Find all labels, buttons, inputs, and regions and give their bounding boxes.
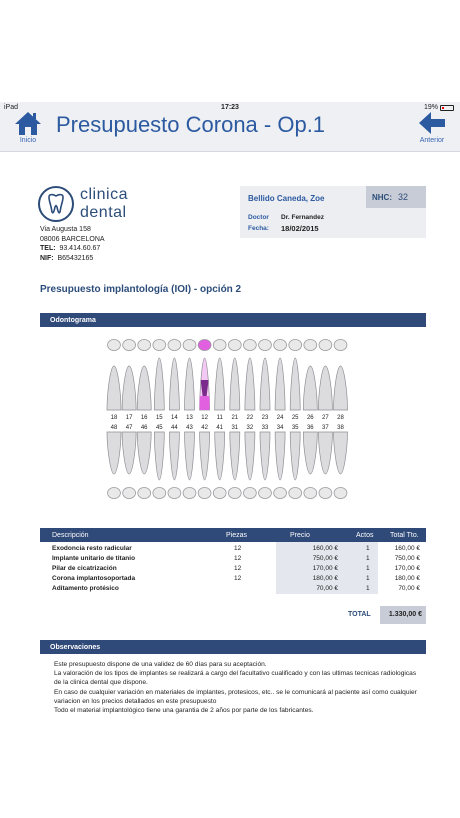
row-description: Aditamento protésico xyxy=(52,585,119,592)
lower-tooth-number: 34 xyxy=(276,425,284,431)
upper-tooth-number: 27 xyxy=(322,415,329,421)
observation-line: En caso de cualquier variación en materiales de implantes, protesicos, etc.. se le comunicará al paciente así como cualquier variacion en los precios detallados en este presupuesto xyxy=(54,688,417,705)
lower-tooth[interactable] xyxy=(290,432,300,480)
lower-tooth[interactable] xyxy=(230,432,240,480)
upper-tooth[interactable] xyxy=(137,366,151,410)
upper-tooth[interactable] xyxy=(185,358,195,410)
lower-occlusal-tooth[interactable] xyxy=(153,488,166,499)
table-row xyxy=(40,584,426,594)
upper-tooth-number: 17 xyxy=(125,415,133,421)
date-label: Fecha: xyxy=(248,225,269,232)
upper-tooth-number: 13 xyxy=(186,415,193,421)
row-price: 180,00 € xyxy=(312,575,338,582)
row-price: 170,00 € xyxy=(312,565,338,572)
upper-tooth[interactable] xyxy=(215,358,225,410)
lower-tooth-number: 47 xyxy=(125,425,133,431)
lower-tooth-number: 41 xyxy=(216,425,224,431)
lower-tooth[interactable] xyxy=(245,432,255,480)
upper-tooth[interactable] xyxy=(275,358,285,410)
lower-tooth[interactable] xyxy=(318,432,332,474)
upper-tooth[interactable] xyxy=(260,358,270,410)
upper-occlusal-tooth[interactable] xyxy=(289,340,302,351)
observations-header: Observaciones xyxy=(40,640,426,654)
upper-tooth-number: 21 xyxy=(231,415,239,421)
row-pieces: 12 xyxy=(234,545,242,552)
lower-occlusal-tooth[interactable] xyxy=(274,488,287,499)
observations-text xyxy=(54,660,424,715)
page-title: Presupuesto Corona - Op.1 xyxy=(56,112,326,137)
tooth-logo-icon xyxy=(38,186,74,222)
address-line1: Via Augusta 158 xyxy=(40,226,91,233)
upper-occlusal-tooth[interactable] xyxy=(168,340,181,351)
lower-tooth[interactable] xyxy=(122,432,136,474)
upper-occlusal-tooth[interactable] xyxy=(123,340,136,351)
lower-tooth[interactable] xyxy=(275,432,285,480)
upper-tooth[interactable] xyxy=(154,358,164,410)
lower-tooth-number: 38 xyxy=(337,425,344,431)
upper-tooth-number: 23 xyxy=(261,415,269,421)
upper-occlusal-tooth[interactable] xyxy=(319,340,332,351)
row-price: 750,00 € xyxy=(312,555,338,562)
carrier-label: iPad xyxy=(4,104,19,111)
navigation-bar xyxy=(0,102,460,152)
doctor-label: Doctor xyxy=(248,214,269,221)
upper-tooth-number: 11 xyxy=(216,415,223,421)
nhc-label: NHC: xyxy=(372,193,392,202)
lower-occlusal-tooth[interactable] xyxy=(319,488,332,499)
lower-occlusal-tooth[interactable] xyxy=(138,488,151,499)
col-acts: Actos xyxy=(356,532,374,539)
lower-tooth[interactable] xyxy=(215,432,225,480)
table-row xyxy=(40,564,426,574)
upper-tooth[interactable] xyxy=(169,358,179,410)
lower-tooth[interactable] xyxy=(185,432,195,480)
lower-tooth-number: 45 xyxy=(155,425,163,431)
arrow-left-icon xyxy=(417,110,447,136)
upper-tooth[interactable] xyxy=(245,358,255,410)
home-button[interactable] xyxy=(10,110,46,150)
col-price: Precio xyxy=(290,532,310,539)
upper-tooth[interactable] xyxy=(303,366,317,410)
observation-line: Todo el material implantológico tiene una garantia de 2 años por parte de los fabricantes. xyxy=(54,707,314,715)
back-label: Anterior xyxy=(419,137,445,144)
lower-tooth-number: 44 xyxy=(171,425,178,431)
lower-occlusal-tooth[interactable] xyxy=(213,488,226,499)
lower-tooth[interactable] xyxy=(137,432,151,474)
upper-tooth[interactable] xyxy=(318,366,332,410)
lower-tooth[interactable] xyxy=(154,432,164,480)
lower-tooth-number: 35 xyxy=(291,425,299,431)
odontogram-header: Odontograma xyxy=(40,313,426,327)
battery-percent: 19% xyxy=(423,104,438,111)
teeth-group xyxy=(107,340,348,499)
lower-occlusal-tooth[interactable] xyxy=(289,488,302,499)
lower-tooth[interactable] xyxy=(260,432,270,480)
tel-label: TEL: xyxy=(40,245,56,252)
row-acts: 1 xyxy=(366,585,370,592)
home-icon xyxy=(13,110,43,136)
budget-table-header xyxy=(40,528,426,542)
total-label: TOTAL xyxy=(348,611,371,618)
row-total: 180,00 € xyxy=(394,575,420,582)
lower-occlusal-tooth[interactable] xyxy=(108,488,121,499)
row-price: 70,00 € xyxy=(316,585,338,592)
date-value: 18/02/2015 xyxy=(281,224,319,233)
tel-value: 93.414.60.67 xyxy=(59,245,101,252)
upper-tooth-number: 18 xyxy=(110,415,118,421)
upper-occlusal-tooth[interactable] xyxy=(198,340,211,351)
lower-tooth[interactable] xyxy=(200,432,210,480)
upper-tooth[interactable] xyxy=(290,358,300,410)
row-pieces: 12 xyxy=(234,575,242,582)
back-button[interactable] xyxy=(414,110,450,150)
upper-occlusal-tooth[interactable] xyxy=(274,340,287,351)
nif-label: NIF: xyxy=(40,254,54,262)
col-total: Total Tto. xyxy=(390,532,419,539)
row-acts: 1 xyxy=(366,565,370,572)
lower-occlusal-tooth[interactable] xyxy=(183,488,196,499)
row-pieces: 12 xyxy=(234,565,242,572)
lower-occlusal-tooth[interactable] xyxy=(123,488,136,499)
lower-tooth[interactable] xyxy=(107,432,121,474)
patient-info-panel xyxy=(240,186,426,238)
table-row xyxy=(40,574,426,584)
row-pieces: 12 xyxy=(234,555,242,562)
upper-tooth-number: 25 xyxy=(291,415,299,421)
lower-tooth-number: 42 xyxy=(201,425,208,431)
lower-tooth-number: 33 xyxy=(261,425,269,431)
upper-tooth[interactable] xyxy=(122,366,136,410)
lower-occlusal-tooth[interactable] xyxy=(168,488,181,499)
total-value: 1.330,00 € xyxy=(380,606,426,624)
upper-occlusal-tooth[interactable] xyxy=(259,340,272,351)
address-line2: 08006 BARCELONA xyxy=(40,235,105,243)
upper-tooth-number: 12 xyxy=(201,415,208,421)
home-label: Inicio xyxy=(19,137,37,144)
odontogram-chart[interactable] xyxy=(40,332,426,508)
upper-occlusal-tooth[interactable] xyxy=(334,340,347,351)
col-pieces: Piezas xyxy=(226,532,248,539)
lower-tooth-number: 37 xyxy=(322,425,329,431)
upper-tooth-number: 28 xyxy=(337,415,344,421)
lower-tooth[interactable] xyxy=(334,432,348,474)
observation-line: Este presupuesto dispone de una validez de 60 días para su aceptación. xyxy=(54,661,267,668)
budget-section-title: Presupuesto implantología (IOI) - opción 2 xyxy=(40,284,242,295)
nhc-value: 32 xyxy=(398,192,409,202)
upper-tooth-number: 16 xyxy=(140,415,148,421)
clinic-logo xyxy=(38,186,158,224)
doctor-value: Dr. Fernandez xyxy=(281,214,324,221)
clinic-address xyxy=(40,225,105,263)
lower-tooth-number: 48 xyxy=(110,425,118,431)
lower-occlusal-tooth[interactable] xyxy=(304,488,317,499)
upper-occlusal-tooth[interactable] xyxy=(183,340,196,351)
nif-value: B65432165 xyxy=(57,254,94,262)
upper-tooth-number: 22 xyxy=(246,415,254,421)
upper-occlusal-tooth[interactable] xyxy=(304,340,317,351)
lower-tooth-number: 32 xyxy=(246,425,254,431)
row-total: 160,00 € xyxy=(394,545,420,552)
col-description: Descripción xyxy=(52,532,89,539)
nhc-box xyxy=(366,186,426,208)
row-acts: 1 xyxy=(366,545,370,552)
upper-occlusal-tooth[interactable] xyxy=(138,340,151,351)
logo-text-line2: dental xyxy=(80,204,127,221)
lower-tooth-number: 43 xyxy=(186,425,193,431)
upper-occlusal-tooth[interactable] xyxy=(108,340,121,351)
upper-occlusal-tooth[interactable] xyxy=(228,340,241,351)
lower-occlusal-tooth[interactable] xyxy=(198,488,211,499)
total-row xyxy=(40,606,426,624)
logo-text-line1: clinica xyxy=(80,186,128,203)
doctor-row xyxy=(248,214,324,221)
row-acts: 1 xyxy=(366,555,370,562)
lower-occlusal-tooth[interactable] xyxy=(334,488,347,499)
lower-occlusal-tooth[interactable] xyxy=(228,488,241,499)
crown-marker xyxy=(200,396,210,410)
row-acts: 1 xyxy=(366,575,370,582)
upper-occlusal-tooth[interactable] xyxy=(153,340,166,351)
odontogram[interactable] xyxy=(40,332,426,508)
upper-tooth[interactable] xyxy=(334,366,348,410)
date-row xyxy=(248,224,319,233)
lower-tooth-number: 36 xyxy=(306,425,314,431)
clock: 17:23 xyxy=(221,104,239,111)
upper-tooth-number: 15 xyxy=(155,415,163,421)
row-total: 170,00 € xyxy=(394,565,420,572)
row-description: Corona implantosoportada xyxy=(52,575,136,582)
row-total: 750,00 € xyxy=(394,555,420,562)
upper-tooth[interactable] xyxy=(230,358,240,410)
row-total: 70,00 € xyxy=(398,585,420,592)
lower-tooth[interactable] xyxy=(169,432,179,480)
row-description: Exodoncia resto radicular xyxy=(52,545,132,552)
observation-line: La valoración de los tipos de implantes se realizará a cargo del facultativo cualificado y con las ultimas tecnicas radiologicas de la clinica dental que dispone. xyxy=(54,670,417,687)
lower-tooth-number: 46 xyxy=(140,425,148,431)
row-price: 160,00 € xyxy=(312,545,338,552)
lower-tooth-number: 31 xyxy=(231,425,239,431)
table-row xyxy=(40,554,426,564)
upper-occlusal-tooth[interactable] xyxy=(244,340,257,351)
upper-tooth-number: 24 xyxy=(276,415,284,421)
row-description: Pilar de cicatrización xyxy=(52,565,117,572)
upper-tooth[interactable] xyxy=(107,366,121,410)
lower-occlusal-tooth[interactable] xyxy=(259,488,272,499)
upper-occlusal-tooth[interactable] xyxy=(213,340,226,351)
lower-tooth[interactable] xyxy=(303,432,317,474)
upper-tooth-number: 14 xyxy=(171,415,178,421)
lower-occlusal-tooth[interactable] xyxy=(244,488,257,499)
table-row xyxy=(40,544,426,554)
row-description: Implante unitario de titanio xyxy=(52,555,136,562)
upper-tooth-number: 26 xyxy=(306,415,314,421)
patient-name: Bellido Caneda, Zoe xyxy=(248,194,325,203)
